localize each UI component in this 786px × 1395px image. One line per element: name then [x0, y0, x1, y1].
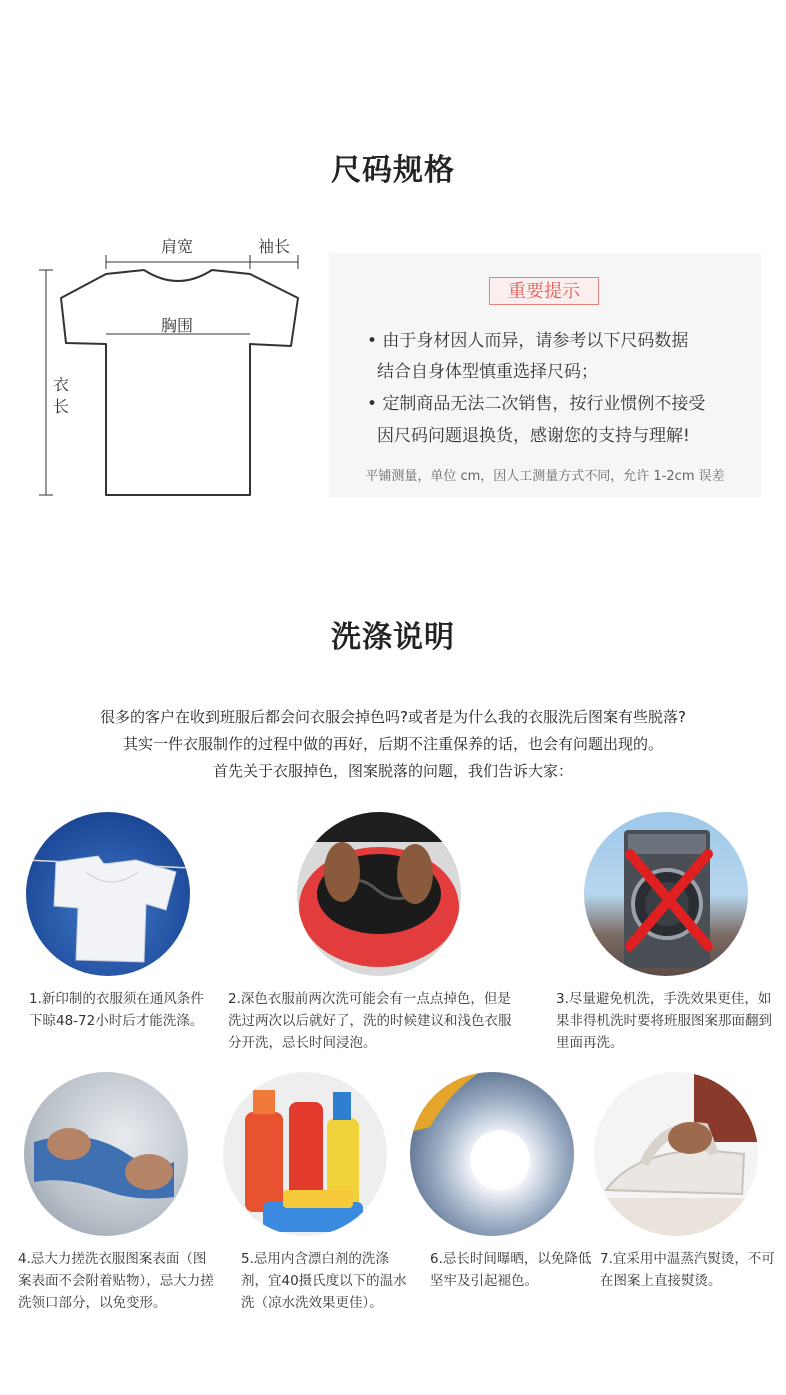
detergent-bottles-icon [223, 1072, 387, 1236]
length-label-top: 衣 [53, 375, 70, 394]
measurement-footnote: 平铺测量，单位 cm，因人工测量方式不同，允许 1-2cm 误差 [365, 469, 725, 484]
steam-iron-icon [594, 1072, 758, 1236]
wash-section-title: 洗涤说明 [331, 620, 455, 655]
wash-tip-1-text: 1.新印制的衣服须在通风条件下晾48-72小时后才能洗涤。 [29, 991, 204, 1029]
shirt-drying-icon [26, 812, 190, 976]
wash-tip-2-text: 2.深色衣服前两次洗可能会有一点点掉色，但是洗过两次以后就好了，洗的时候建议和浅色衣服分开洗，忌长时间浸泡。 [228, 991, 512, 1051]
notice-line-2: 结合自身体型慎重选择尺码； [377, 362, 598, 382]
wash-tip-7-text: 7.宜采用中温蒸汽熨烫，不可在图案上直接熨烫。 [600, 1251, 775, 1289]
length-label-bottom: 长 [53, 397, 70, 416]
wash-intro-line-3: 首先关于衣服掉色，图案脱落的问题，我们告诉大家： [212, 762, 573, 780]
size-section-title: 尺码规格 [331, 153, 455, 188]
wash-tip-6-text: 6.忌长时间曝晒，以免降低坚牢及引起褪色。 [430, 1251, 592, 1289]
notice-line-1: • 由于身材因人而异，请参考以下尺码数据 [367, 331, 689, 351]
notice-line-3: • 定制商品无法二次销售，按行业惯例不接受 [367, 394, 706, 414]
sleeve-length-label: 袖长 [258, 237, 291, 256]
tshirt-size-diagram [36, 230, 306, 505]
important-notice-box [329, 253, 761, 497]
wash-tip-4-text: 4.忌大力搓洗衣服图案表面（图案表面不会附着贴物），忌大力搓洗领口部分，以免变形。 [18, 1251, 214, 1311]
important-notice-badge: 重要提示 [489, 277, 599, 305]
wash-intro-line-1: 很多的客户在收到班服后都会问衣服会掉色吗?或者是为什么我的衣服洗后图案有些脱落? [100, 708, 686, 726]
sun-exposure-icon [410, 1072, 574, 1236]
shoulder-width-label: 肩宽 [161, 237, 194, 256]
hand-wash-basin-icon [297, 812, 461, 976]
wash-intro-line-2: 其实一件衣服制作的过程中做的再好，后期不注重保养的话，也会有问题出现的。 [122, 735, 663, 753]
wash-tip-3-text: 3.尽量避免机洗，手洗效果更佳，如果非得机洗时要将班服图案那面翻到里面再洗。 [556, 991, 772, 1051]
wash-tip-5-text: 5.忌用内含漂白剂的洗涤剂，宜40摄氏度以下的温水洗（凉水洗效果更佳）。 [241, 1251, 407, 1311]
washing-machine-crossed-icon [584, 812, 748, 976]
notice-line-4: 因尺码问题退换货，感谢您的支持与理解! [377, 426, 690, 446]
scrubbing-cloth-icon [24, 1072, 188, 1236]
chest-label: 胸围 [161, 316, 194, 335]
